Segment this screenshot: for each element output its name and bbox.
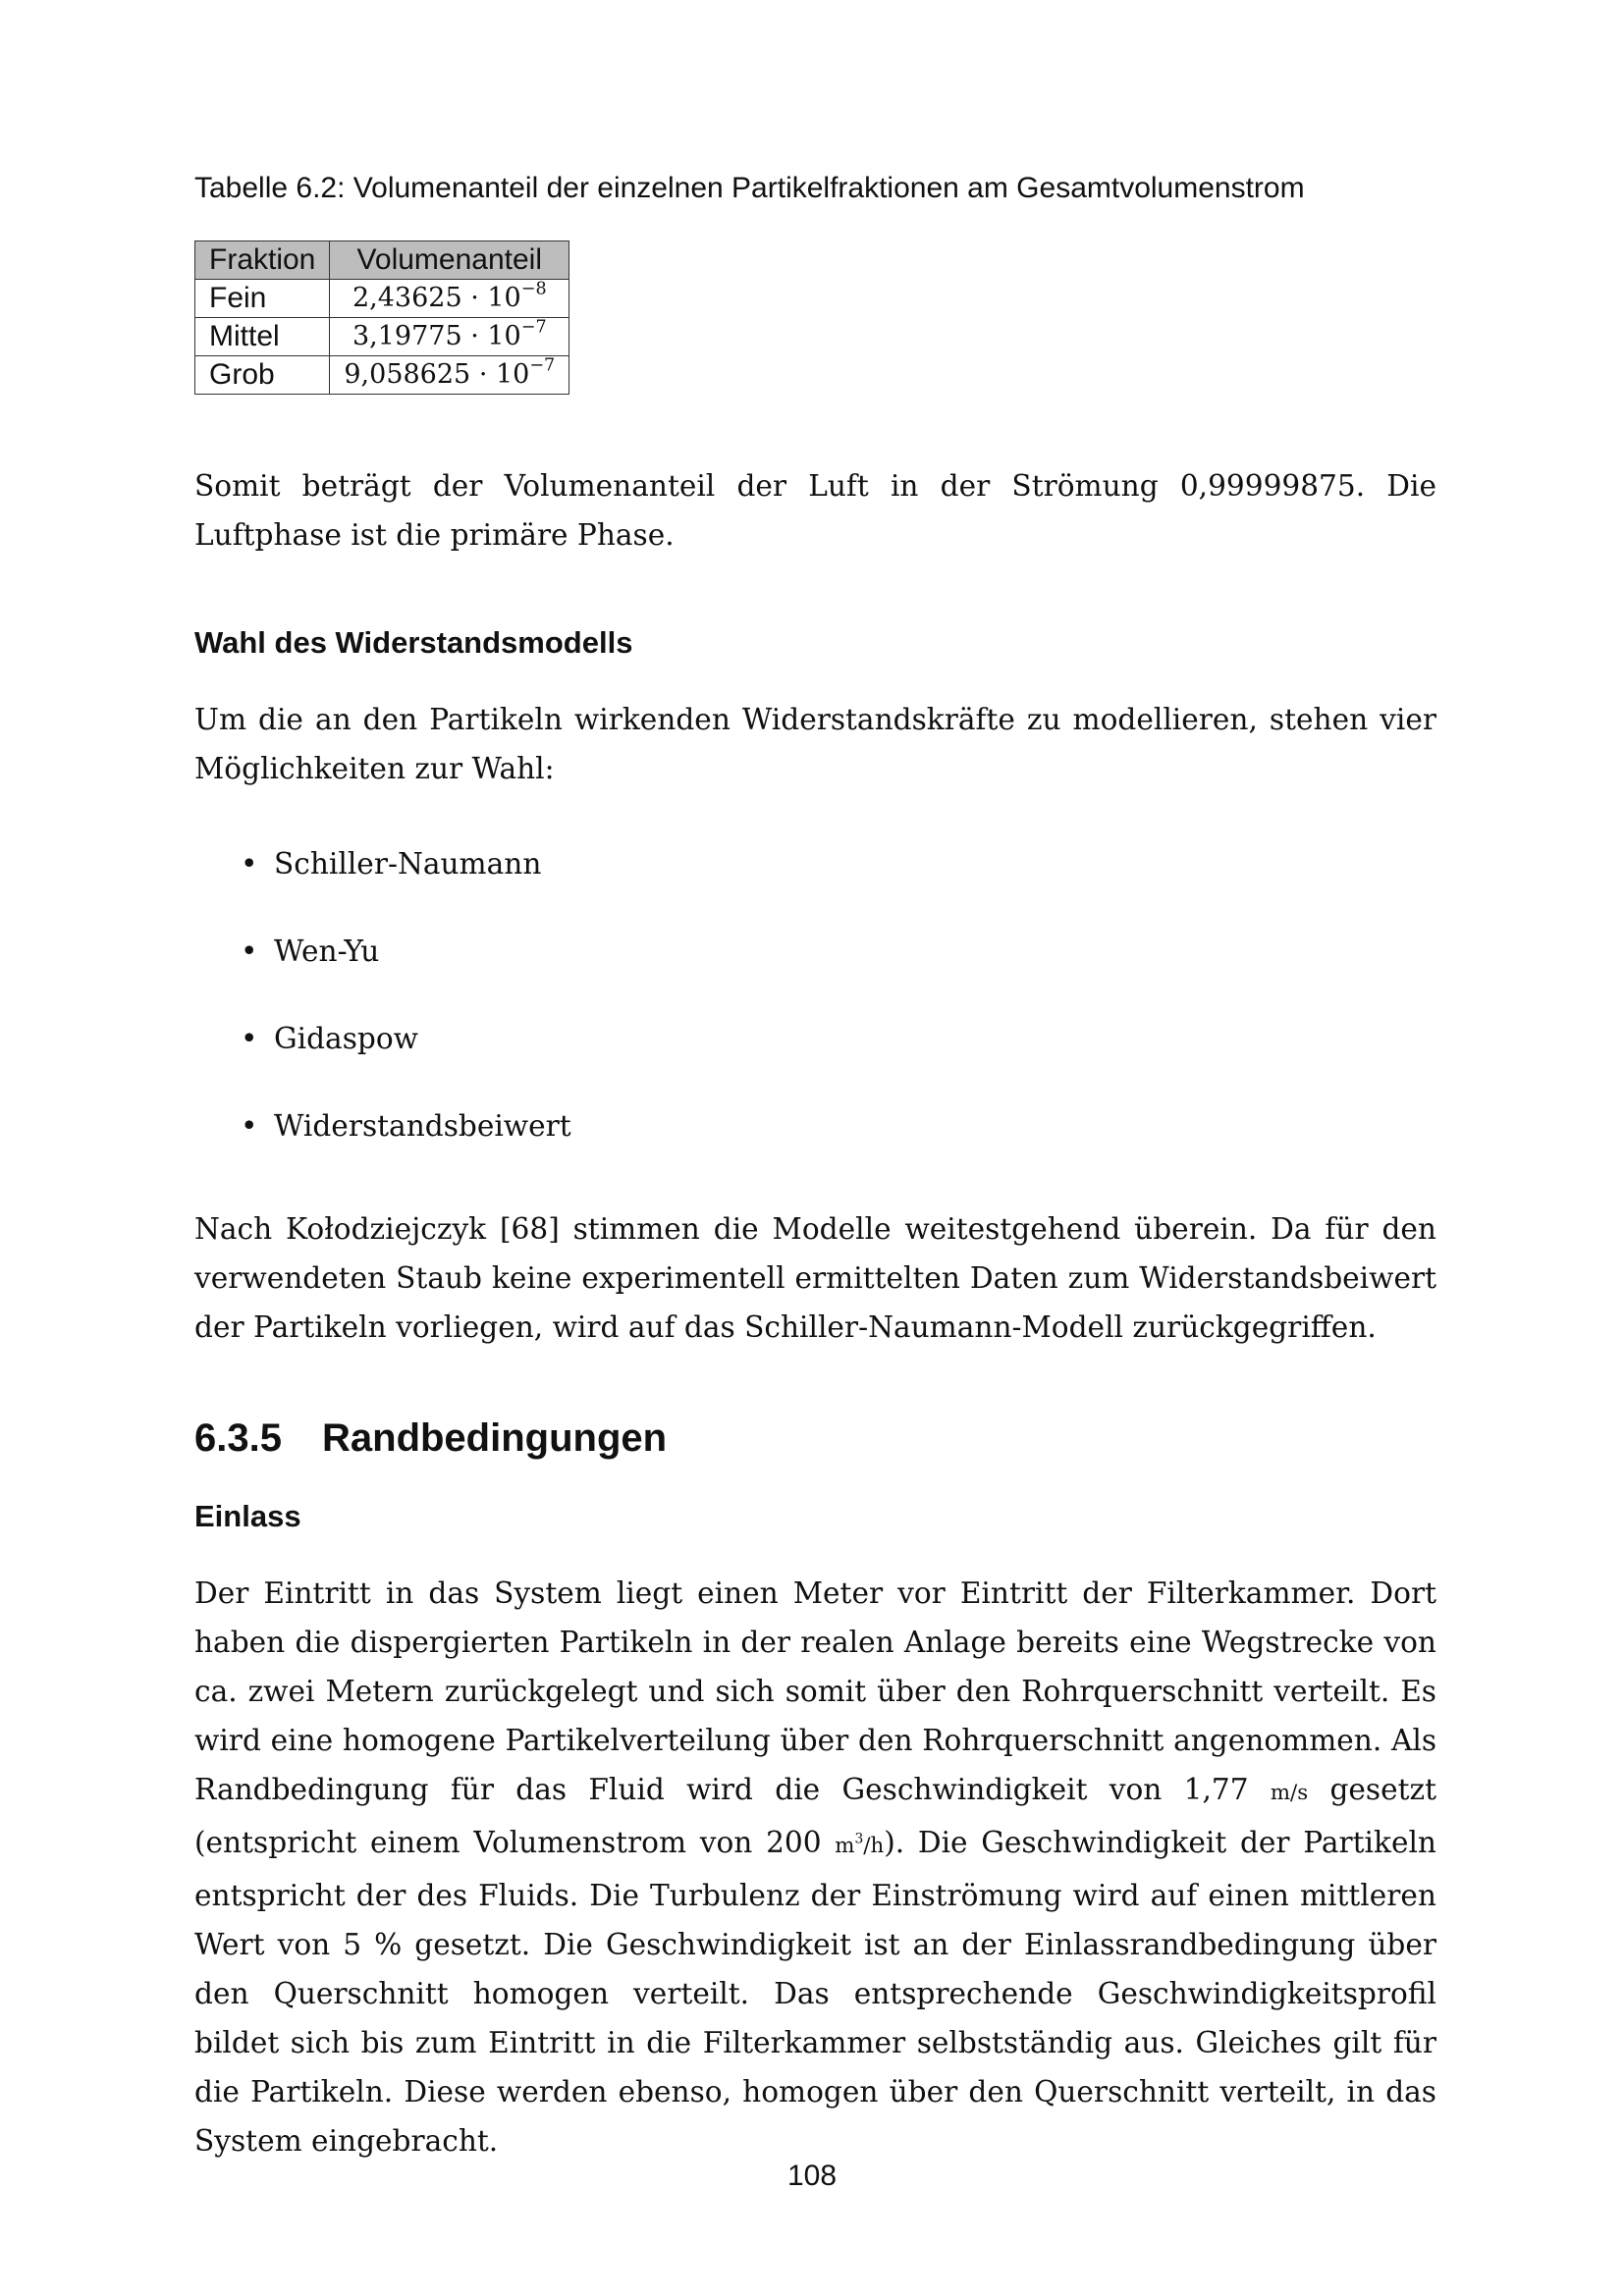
inlet-text-part1: Der Eintritt in das System liegt einen Meter vor Eintritt der Filterkammer. Dort haben die dispergierten Partikeln in der realen Anlage bereits eine Wegstrecke von ca. zwei Metern zurückgelegt und sich somit über den Rohrquerschnitt verteilt. Es wird eine homogene Partikelverteilung über den Rohrquerschnitt angenommen. Als Randbedingung für das Fluid wird die Geschwindigkeit von 1,77	[194, 1576, 1436, 1806]
value-exponent: −7	[520, 317, 547, 338]
paragraph-drag-intro: Um die an den Partikeln wirkenden Widerstandskräfte zu modellieren, stehen vier Möglichkeiten zur Wahl:	[194, 703, 1436, 785]
bullet: •	[241, 847, 258, 881]
unit-flow-num: m	[835, 1834, 855, 1858]
inlet-text-part2: gesetzt (entspricht einem Volumenstrom von 200	[194, 1773, 1436, 1859]
paragraph-model-choice: Nach Kołodziejczyk [68] stimmen die Modelle weitestgehend überein. Da für den verwendeten Staub keine experimentell ermittelten Daten zum Widerstandsbeiwert der Partikeln vorliegen, wird auf das Schiller-Naumann-Modell zurückgegriffen.	[194, 1212, 1436, 1344]
fraction-name: Mittel	[195, 318, 330, 356]
heading-drag-model: Wahl des Widerstandsmodells	[194, 625, 633, 660]
model-list	[241, 839, 571, 1189]
table-row	[195, 356, 569, 395]
unit-flow-den: /h	[863, 1834, 885, 1858]
bullet: •	[241, 1109, 258, 1143]
list-item	[241, 1101, 571, 1189]
table-row	[195, 280, 569, 318]
section-title: Randbedingungen	[322, 1416, 668, 1460]
value-base: · 10	[470, 321, 521, 351]
fraction-name: Grob	[195, 356, 330, 395]
section-number: 6.3.5	[194, 1416, 282, 1460]
list-item	[241, 1014, 571, 1101]
fraction-name: Fein	[195, 280, 330, 318]
model-name: Gidaspow	[274, 1022, 418, 1055]
unit-flow-exp: 3	[854, 1831, 864, 1847]
table-caption: Tabelle 6.2: Volumenanteil der einzelnen Partikelfraktionen am Gesamtvolumenstrom	[194, 172, 1305, 204]
fraction-table	[194, 240, 569, 395]
paragraph-air-fraction: Somit beträgt der Volumenanteil der Luft in der Strömung 0,99999875. Die Luftphase ist die primäre Phase.	[194, 469, 1436, 552]
unit-velocity: m/s	[1270, 1781, 1309, 1805]
model-name: Wen-Yu	[274, 934, 380, 968]
value-exponent: −7	[529, 355, 556, 376]
section-heading	[194, 1414, 667, 1463]
model-name: Schiller-Naumann	[274, 847, 542, 881]
inlet-text-part3: ). Die Geschwindigkeit der Partikeln entspricht der des Fluids. Die Turbulenz der Einströmung wird auf einen mittleren Wert von 5 % gesetzt. Die Geschwindigkeit ist an der Einlassrandbedingung über den Querschnitt homogen verteilt. Das entsprechende Geschwindigkeitsprofil bildet sich bis zum Eintritt in die Filterkammer selbstständig aus. Gleiches gilt für die Partikeln. Diese werden ebenso, homogen über den Querschnitt verteilt, in das System eingebracht.	[194, 1826, 1436, 2158]
heading-inlet: Einlass	[194, 1499, 301, 1533]
value-exponent: −8	[520, 279, 547, 299]
bullet: •	[241, 934, 258, 968]
value-base: · 10	[478, 359, 530, 390]
list-item	[241, 839, 571, 927]
table-row	[195, 318, 569, 356]
header-fraktion: Fraktion	[195, 241, 330, 280]
value-mantissa: 9,058625	[344, 359, 471, 390]
table-header-row	[195, 241, 569, 280]
fraction-value	[330, 318, 569, 356]
fraction-value	[330, 280, 569, 318]
list-item	[241, 927, 571, 1014]
unit-flow	[835, 1831, 885, 1858]
fraction-value	[330, 356, 569, 395]
paragraph-inlet	[194, 1569, 1436, 2165]
value-base: · 10	[470, 283, 521, 313]
page-number: 108	[786, 2160, 838, 2192]
model-name: Widerstandsbeiwert	[274, 1109, 571, 1143]
header-volumenanteil: Volumenanteil	[330, 241, 569, 280]
value-mantissa: 2,43625	[352, 283, 462, 313]
bullet: •	[241, 1022, 258, 1055]
value-mantissa: 3,19775	[352, 321, 462, 351]
